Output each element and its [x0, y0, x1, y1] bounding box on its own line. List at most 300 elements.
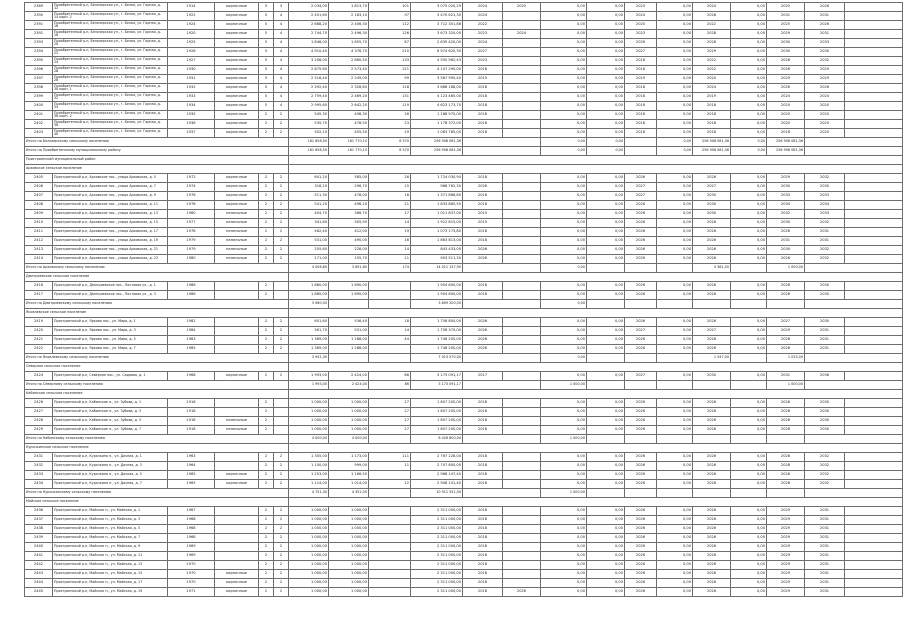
cell-wall: кирпичные	[215, 201, 259, 210]
cell-v3: 0,00	[657, 327, 693, 336]
cell-wall: панельные	[215, 228, 259, 237]
cell-wall: кирпичные	[215, 93, 259, 102]
cell-y5: 2029	[767, 30, 805, 39]
section-header-row	[25, 156, 903, 165]
cell-empty	[289, 444, 903, 453]
cell-larea: 498,20	[329, 201, 369, 210]
cell-code: 1933	[168, 93, 215, 102]
cell-y3: 2018	[625, 120, 657, 129]
cell-y5: 2026	[767, 57, 805, 66]
subtotal-cost: 7 013 570,00	[411, 354, 463, 363]
cell-addr: Приобретенный р-н, Белозерская ул., г. Белая, ул. Горная, д. 38	[53, 120, 168, 129]
cell-fl: 2	[259, 480, 274, 489]
cell-empty	[845, 552, 903, 561]
cell-y2	[503, 507, 541, 516]
cell-v1: 0,00	[541, 21, 587, 30]
cell-larea: 536,40	[329, 318, 369, 327]
subtotal-v3: 0,00	[657, 147, 693, 156]
cell-empty	[845, 75, 903, 84]
table-row	[25, 453, 903, 462]
cell-cost: 3 712 301,88	[411, 21, 463, 30]
cell-fl: 2	[259, 228, 274, 237]
cell-empty	[845, 408, 903, 417]
cell-y2	[503, 246, 541, 255]
cell-ppl: 118	[369, 84, 411, 93]
cell-y1: 2018	[463, 453, 503, 462]
cell-y1: 2018	[463, 552, 503, 561]
cell-area: 2 744,70	[289, 30, 329, 39]
cell-v1: 0,00	[541, 219, 587, 228]
cell-v1: 0,00	[541, 462, 587, 471]
cell-en: 4	[274, 84, 289, 93]
cell-fl: 5	[259, 57, 274, 66]
cell-cost: 1 904 600,00	[411, 282, 463, 291]
cell-cost: 2 311 000,00	[411, 579, 463, 588]
cell-larea: 1 000,00	[329, 417, 369, 426]
cell-addr: Приобретенный р-н, Белозерская ул., г. Белая, ул. Горная, д. 26	[53, 66, 168, 75]
cell-cost: 1 178 372,00	[411, 120, 463, 129]
cell-v2: 0,00	[587, 39, 625, 48]
cell-y3: 2027	[625, 183, 657, 192]
cell-empty	[845, 120, 903, 129]
cell-area: 561,70	[289, 327, 329, 336]
cell-id: 2424	[25, 372, 53, 381]
cell-fl: 2	[259, 453, 274, 462]
cell-y4: 2030	[693, 372, 731, 381]
cell-cost: 4 123 465,00	[411, 93, 463, 102]
cell-empty	[845, 30, 903, 39]
cell-cost: 1 912 815,00	[411, 219, 463, 228]
cell-y5: 2030	[767, 183, 805, 192]
cell-v4: 0,00	[731, 327, 767, 336]
cell-ppl: 112	[369, 21, 411, 30]
cell-larea: 1 173,00	[329, 453, 369, 462]
cell-ppl: 111	[369, 453, 411, 462]
cell-v4: 0,00	[731, 192, 767, 201]
cell-id: 2409	[25, 210, 53, 219]
subtotal-v1: 1 000,00	[541, 435, 587, 444]
cell-area: 404,70	[289, 210, 329, 219]
cell-v4: 0,00	[731, 210, 767, 219]
cell-y4: 2026	[693, 246, 731, 255]
subtotal-v1: 0,00	[541, 300, 587, 309]
cell-v3: 0,00	[657, 417, 693, 426]
cell-y1: 2018	[463, 588, 503, 597]
cell-y5: 2031	[767, 12, 805, 21]
cell-area: 255,60	[289, 246, 329, 255]
cell-empty	[289, 273, 903, 282]
cell-id: 2403	[25, 129, 53, 138]
cell-y5: 2028	[767, 291, 805, 300]
cell-wall	[215, 327, 259, 336]
cell-addr: Приобретенный р-н, Белозерская ул., г. Белая, ул. Горная, д. 34	[53, 102, 168, 111]
cell-y1: 2022	[463, 21, 503, 30]
cell-y5: 2028	[767, 399, 805, 408]
cell-ppl: 131	[369, 93, 411, 102]
cell-fl: 5	[259, 39, 274, 48]
cell-fl: 2	[259, 201, 274, 210]
cell-v4: 0,00	[731, 255, 767, 264]
cell-y6: 2032	[805, 255, 845, 264]
cell-code: 1978	[168, 228, 215, 237]
subtotal-r2: 256 908 081,36	[767, 138, 805, 147]
cell-ppl: 18	[369, 318, 411, 327]
cell-y5: 2030	[767, 39, 805, 48]
cell-en: 2	[274, 327, 289, 336]
cell-v1: 0,00	[541, 543, 587, 552]
cell-addr: Пристроенский р-н, Курочкино п., ул. Дачная, д. 7	[53, 480, 168, 489]
table-row	[25, 543, 903, 552]
cell-y4: 2018	[693, 102, 731, 111]
cell-v3: 0,00	[657, 201, 693, 210]
subtotal-v2	[587, 300, 625, 309]
cell-v4: 0,00	[731, 30, 767, 39]
cell-y1: 2018	[463, 480, 503, 489]
subtotal-label: Итого по Кабинскому сельскому поселению	[25, 435, 289, 444]
cell-y3: 2026	[625, 525, 657, 534]
cell-en: 2	[274, 219, 289, 228]
cell-ppl: 27	[369, 426, 411, 435]
cell-empty	[289, 309, 903, 318]
cell-v1: 0,00	[541, 48, 587, 57]
cell-y6: 2020	[805, 120, 845, 129]
cell-y4: 2026	[693, 453, 731, 462]
cell-v1: 0,00	[541, 480, 587, 489]
cell-v4: 0,00	[731, 12, 767, 21]
cell-y3: 2018	[625, 57, 657, 66]
cell-empty	[845, 579, 903, 588]
table-row	[25, 183, 903, 192]
cell-larea: 1 288,00	[329, 345, 369, 354]
cell-v4: 0,00	[731, 39, 767, 48]
cell-en: 4	[274, 66, 289, 75]
cell-fl: 2	[259, 111, 274, 120]
cell-v4: 0,00	[731, 111, 767, 120]
cell-v1: 0,00	[541, 525, 587, 534]
cell-y4: 2020	[693, 75, 731, 84]
cell-y5: 2028	[767, 345, 805, 354]
cell-y1: 2027	[463, 48, 503, 57]
cell-y1: 2026	[463, 318, 503, 327]
cell-area: 1 000,00	[289, 579, 329, 588]
cell-wall: панельные	[215, 237, 259, 246]
cell-id: 2444	[25, 579, 53, 588]
cell-v4: 0,00	[731, 183, 767, 192]
cell-larea: 2 183,10	[329, 12, 369, 21]
cell-y4: 2018	[693, 120, 731, 129]
cell-y4: 2026	[693, 561, 731, 570]
cell-larea: 2 249,00	[329, 75, 369, 84]
cell-empty	[845, 507, 903, 516]
cell-v3: 0,00	[657, 426, 693, 435]
cell-y6: 2031	[805, 516, 845, 525]
cell-ppl: 19	[369, 228, 411, 237]
cell-v1: 0,00	[541, 255, 587, 264]
cell-area: 1 355,00	[289, 453, 329, 462]
cell-y4: 2026	[693, 525, 731, 534]
cell-y4: 2026	[693, 480, 731, 489]
cell-en: 2	[274, 336, 289, 345]
cell-y2	[503, 174, 541, 183]
cell-y1: 2023	[463, 30, 503, 39]
cell-empty	[625, 489, 657, 498]
cell-fl: 2	[259, 543, 274, 552]
cell-y1: 2018	[463, 282, 503, 291]
cell-fl: 5	[259, 66, 274, 75]
cell-id: 2426	[25, 399, 53, 408]
cell-area: 4 910,40	[289, 48, 329, 57]
table-row	[25, 219, 903, 228]
cell-v4: 0,00	[731, 21, 767, 30]
cell-fl: 2	[259, 561, 274, 570]
cell-code: 1964	[168, 462, 215, 471]
cell-en: 4	[274, 75, 289, 84]
cell-larea: 478,00	[329, 192, 369, 201]
cell-y5: 2029	[767, 525, 805, 534]
subtotal-r1: 0,00	[731, 147, 767, 156]
cell-empty	[289, 156, 903, 165]
cell-cost: 2 311 000,00	[411, 588, 463, 597]
cell-en: 2	[274, 183, 289, 192]
cell-addr: Пристроенский р-н, Ярково пос., ул. Мира, д. 1	[53, 318, 168, 327]
cell-y2	[503, 219, 541, 228]
cell-v3: 0,00	[657, 453, 693, 462]
cell-y4: 2024	[693, 3, 731, 12]
cell-addr: Пристроенский р-н, Кабинское п., ул. Зубова, д. 3	[53, 408, 168, 417]
cell-y1: 2018	[463, 399, 503, 408]
cell-addr: Пристроенский р-н, Майское п., ул. Майская, д. 15	[53, 570, 168, 579]
cell-fl: 2	[259, 192, 274, 201]
cell-code: 1914	[168, 3, 215, 12]
cell-area: 462,40	[289, 228, 329, 237]
cell-code: 1931	[168, 75, 215, 84]
cell-id: 2412	[25, 237, 53, 246]
cell-id: 2396	[25, 66, 53, 75]
cell-y1: 2018	[463, 111, 503, 120]
cell-y5: 2028	[767, 462, 805, 471]
cell-v2: 0,00	[587, 3, 625, 12]
cell-addr: Пристроенский р-н, Дмитриевское пос., Почтовая ул., д. 1	[53, 282, 168, 291]
cell-y1: 2018	[463, 174, 503, 183]
cell-y3: 2026	[625, 471, 657, 480]
cell-v3: 0,00	[657, 75, 693, 84]
cell-ppl	[369, 516, 411, 525]
cell-cost: 6 974 620,30	[411, 48, 463, 57]
cell-larea: 228,00	[329, 246, 369, 255]
cell-larea: 412,00	[329, 228, 369, 237]
cell-code: 1936	[168, 120, 215, 129]
cell-v2: 0,00	[587, 453, 625, 462]
cell-v4: 0,00	[731, 129, 767, 138]
cell-larea: 2 860,50	[329, 57, 369, 66]
table-row	[25, 192, 903, 201]
cell-id: 2410	[25, 219, 53, 228]
subtotal-v3	[657, 381, 693, 390]
cell-addr: Пристроенский р-н, Майское п., ул. Майская, д. 19	[53, 588, 168, 597]
cell-v4: 0,00	[731, 291, 767, 300]
cell-v2: 0,00	[587, 336, 625, 345]
subtotal-label: Итого по Дмитриевскому сельскому поселению	[25, 300, 289, 309]
cell-y1: 2026	[463, 183, 503, 192]
cell-cost: 2 311 000,00	[411, 561, 463, 570]
cell-y6: 2032	[805, 57, 845, 66]
cell-fl: 2	[259, 372, 274, 381]
cell-v3: 0,00	[657, 399, 693, 408]
cell-addr: Пристроенский р-н, Кабинское п., ул. Зубова, д. 7	[53, 426, 168, 435]
cell-cost: 1 748 200,00	[411, 336, 463, 345]
cell-y2	[503, 291, 541, 300]
cell-v4: 0,00	[731, 453, 767, 462]
cell-cost: 1 904 600,00	[411, 291, 463, 300]
cell-fl: 2	[259, 129, 274, 138]
cell-y2	[503, 561, 541, 570]
table-row	[25, 471, 903, 480]
cell-empty	[845, 174, 903, 183]
cell-v4: 0,00	[731, 480, 767, 489]
cell-wall: кирпичные	[215, 3, 259, 12]
cell-fl: 2	[259, 255, 274, 264]
cell-v2: 0,00	[587, 534, 625, 543]
cell-y6: 2030	[805, 291, 845, 300]
table-row	[25, 480, 903, 489]
subtotal-r1: 0,00	[731, 138, 767, 147]
table-row	[25, 246, 903, 255]
cell-v1: 0,00	[541, 471, 587, 480]
subtotal-v2	[587, 381, 625, 390]
cell-y6: 2020	[805, 102, 845, 111]
table-row	[25, 561, 903, 570]
cell-id: 2395	[25, 57, 53, 66]
cell-y1: 2018	[463, 561, 503, 570]
cell-en: 4	[274, 57, 289, 66]
subtotal-row	[25, 489, 903, 498]
cell-y5: 2029	[767, 534, 805, 543]
cell-area: 511,30	[289, 192, 329, 201]
table-row	[25, 552, 903, 561]
cell-y4: 2026	[693, 255, 731, 264]
cell-v2: 0,00	[587, 237, 625, 246]
cell-y2	[503, 372, 541, 381]
cell-ppl: 18	[369, 192, 411, 201]
cell-id: 2405	[25, 174, 53, 183]
cell-v1: 0,00	[541, 345, 587, 354]
cell-code: 1969	[168, 543, 215, 552]
cell-code: 1916	[168, 399, 215, 408]
cell-y6: 2031	[805, 336, 845, 345]
cell-wall: кирпичные	[215, 12, 259, 21]
cell-empty	[463, 489, 541, 498]
cell-v1: 0,00	[541, 84, 587, 93]
cell-y2	[503, 48, 541, 57]
cell-y3: 2026	[625, 516, 657, 525]
subtotal-larea: 2 424,00	[329, 381, 369, 390]
cell-en: 2	[274, 372, 289, 381]
cell-addr: Пристроенский р-н, Арховское пос., улица Арховская, д. 21	[53, 246, 168, 255]
cell-addr: Пристроенский р-н, Кабинское п., ул. Зубова, д. 5	[53, 417, 168, 426]
cell-addr: Приобретенный р-н, Белозерская ул., г. Белая, ул. Горная, д. 14 корп. 2	[53, 12, 168, 21]
cell-y6: 2036	[805, 372, 845, 381]
cell-addr: Приобретенный р-н, Белозерская ул., г. Белая, ул. Горная, д. 22	[53, 48, 168, 57]
cell-area: 1 000,00	[289, 399, 329, 408]
subtotal-v3	[657, 264, 693, 273]
subtotal-label: Итого по Приобретенскому муниципальному району	[25, 147, 289, 156]
cell-y4: 2030	[693, 201, 731, 210]
cell-v3: 0,00	[657, 30, 693, 39]
cell-fl: 2	[259, 210, 274, 219]
cell-y5: 2029	[767, 507, 805, 516]
cell-y6: 2032	[805, 462, 845, 471]
cell-empty	[289, 165, 903, 174]
cell-v1: 0,00	[541, 588, 587, 597]
cell-v4: 0,00	[731, 462, 767, 471]
cell-en: 2	[274, 111, 289, 120]
cell-y2	[503, 336, 541, 345]
cell-y2	[503, 552, 541, 561]
cell-area: 2 592,40	[289, 84, 329, 93]
cell-y1: 2018	[463, 102, 503, 111]
cell-v3: 0,00	[657, 219, 693, 228]
cell-id: 2432	[25, 462, 53, 471]
cell-en: 2	[274, 174, 289, 183]
cell-v4: 0,00	[731, 516, 767, 525]
cell-y6: 2030	[805, 282, 845, 291]
cell-empty	[289, 390, 903, 399]
cell-ppl: 15	[369, 183, 411, 192]
table-row	[25, 21, 903, 30]
section-header-row	[25, 309, 903, 318]
cell-v1: 0,00	[541, 102, 587, 111]
cell-en	[274, 399, 289, 408]
cell-fl: 2	[259, 417, 274, 426]
cell-v4: 0,00	[731, 237, 767, 246]
cell-fl: 2	[259, 579, 274, 588]
cell-empty	[845, 417, 903, 426]
cell-empty	[463, 147, 541, 156]
cell-y5: 2020	[767, 111, 805, 120]
cell-fl: 2	[259, 327, 274, 336]
cell-fl: 2	[259, 426, 274, 435]
cell-cost: 2 311 000,00	[411, 552, 463, 561]
cell-area: 1 000,00	[289, 561, 329, 570]
cell-id: 2428	[25, 417, 53, 426]
cell-y1: 2018	[463, 237, 503, 246]
cell-v4: 0,00	[731, 570, 767, 579]
cell-empty	[845, 192, 903, 201]
table-row	[25, 318, 903, 327]
cell-cost: 3 673 320,00	[411, 30, 463, 39]
subtotal-r2	[767, 489, 805, 498]
cell-y2	[503, 318, 541, 327]
cell-area: 3 206,00	[289, 57, 329, 66]
cell-v3: 0,00	[657, 408, 693, 417]
cell-y2	[503, 327, 541, 336]
cell-v1: 0,00	[541, 399, 587, 408]
cell-cost: 1 188 970,00	[411, 111, 463, 120]
cell-ppl: 26	[369, 111, 411, 120]
cell-v1: 0,00	[541, 66, 587, 75]
cell-larea: 296,70	[329, 183, 369, 192]
cell-v3: 0,00	[657, 534, 693, 543]
cell-larea: 1 000,00	[329, 552, 369, 561]
cell-ppl: 126	[369, 30, 411, 39]
subtotal-v2: 0,00	[587, 138, 625, 147]
cell-y4: 2028	[693, 12, 731, 21]
cell-v3: 0,00	[657, 192, 693, 201]
subtotal-r2: 1 000,00	[767, 381, 805, 390]
subtotal-label: Итого по Северному сельскому поселению	[25, 381, 289, 390]
cell-y1: 2018	[463, 228, 503, 237]
cell-v4: 0,00	[731, 372, 767, 381]
